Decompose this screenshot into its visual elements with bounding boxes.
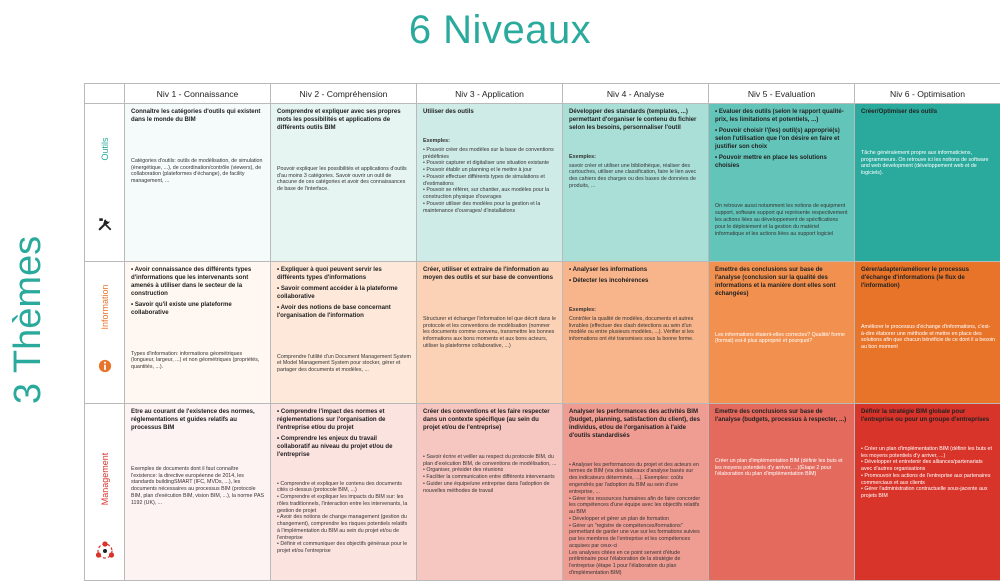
cell-body: Structurer et échanger l'information tel que décrit dans le protocole et les conventions de modélisation (nommer les documents comme convenu, transmettre les bonnes informations aux bons moments et aux bons acteurs, utiliser la plateforme collaborative, ...) — [423, 315, 556, 349]
cell-body: Exemples de documents dont il faut connaître l'existence: la directive européenne de 2014, les standards buildingSMART (IFC, MVDs, ...), les documents nécessaires au processus BIM (protocole BIM, plan d'exécution BIM, vision BIM, ...), la norme PAS 1192 (UK), ... — [131, 465, 265, 506]
cell-body-line: • Avoir des notions de change management (gestion du changement), comprendre les risques potentiels relatifs à l'implémentation du BIM au sein du projet et/ou de l'entreprise — [277, 514, 408, 541]
cell-management-niv2 — [271, 404, 417, 581]
cell-information-niv5 — [709, 262, 855, 404]
cell-outils-niv6 — [855, 104, 1000, 262]
example-line: Contrôler la qualité de modèles, documents et autres livrables (effectuer des clash detections au sein d'un modèle ou entre plusieurs modèles, ...). Vérifier si les informations ont été transmises sous la bonne forme. — [569, 315, 694, 343]
cell-heading: Créer/Optimiser des outils — [861, 108, 938, 115]
level-header-2: Niv 2 - Compréhension — [271, 84, 417, 104]
example-line: • Pouvoir effectuer différents types de simulations et d'estimations — [423, 173, 545, 187]
cell-management-niv5 — [709, 404, 855, 581]
cell-heading: • Pouvoir choisir l'(les) outil(s) approprié(s) selon l'utilisation que l'on désire en faire et justifier son choix — [715, 126, 840, 150]
cell-body-line: • Développer et entretenir des alliances/partenariats avec d'autres organisations — [861, 459, 983, 473]
cell-body-line: • Gérer un "registre de compétences/formations" permettant de garder une vue sur les formations suivies par les membres de l'entreprise et les compétences acquises par ceux-ci — [569, 522, 700, 549]
cell-body-line: • Savoir écrire et veiller au respect du protocole BIM, du plan d'exécution BIM, de conventions de modélisation, ... — [423, 453, 557, 467]
cell-heading: Comprendre et expliquer avec ses propres mots les possibilités et applications de différents outils BIM — [277, 108, 401, 131]
cell-management-niv6 — [855, 404, 1000, 581]
tools-icon — [98, 217, 112, 231]
cell-body-line: • Gérer les ressources humaines afin de faire concorder les compétences d'une équipe avec les objectifs relatifs au BIM — [569, 495, 701, 516]
cell-information-niv2 — [271, 262, 417, 404]
example-line: • Pouvoir utiliser des modèles pour la gestion et la maintenance d'ouvrages/ d'installations — [423, 200, 541, 214]
corner-cell — [85, 84, 125, 104]
cell-information-niv4 — [563, 262, 709, 404]
level-header-3: Niv 3 - Application — [417, 84, 563, 104]
cell-heading: Etre au courant de l'existence des normes, réglementations et guides relatifs au processus BIM — [131, 408, 255, 431]
cell-heading: • Savoir comment accéder à la plateforme collaborative — [277, 284, 398, 300]
cell-heading: • Comprendre l'impact des normes et réglementations sur l'organisation de l'entreprise et/ou du projet — [277, 408, 386, 431]
cell-outils-niv5 — [709, 104, 855, 262]
theme-label-information: Information — [99, 284, 110, 330]
cell-information-niv3 — [417, 262, 563, 404]
cell-heading: • Analyser les informations — [569, 266, 648, 273]
theme-row-outils — [85, 104, 1000, 262]
theme-label-management: Management — [99, 452, 110, 506]
cell-body-line: • Gérer l'administration contractuelle sous-jacente aux projets BIM — [861, 486, 988, 500]
level-header-4: Niv 4 - Analyse — [563, 84, 709, 104]
cell-heading: • Pouvoir mettre en place les solutions choisies — [715, 153, 827, 169]
cell-body-line: • Comprendre et expliquer les impacts du BIM sur: les rôles traditionnels, l'interaction entre les intervenants, la gestion de projet — [277, 494, 408, 514]
cell-heading: Gérer/adapter/améliorer le processus d'échange d'informations (le flux de l'information) — [861, 266, 970, 289]
cell-information-niv1 — [125, 262, 271, 404]
level-header-5: Niv 5 - Evaluation — [709, 84, 855, 104]
competency-matrix — [84, 83, 1000, 581]
example-line: savoir créer et utiliser une bibliothèque, réaliser des cartouches, utiliser une classification, faire le lien avec des cahiers des charges ou des bases de données de produits, ... — [569, 162, 697, 189]
cell-outils-niv1 — [125, 104, 271, 262]
theme-label-outils: Outils — [99, 137, 110, 161]
cell-heading: • Détecter les incohérences — [569, 276, 649, 284]
cell-outils-niv2 — [271, 104, 417, 262]
cell-body-line: • Créer un plan d'implémentation BIM (définir les buts et les moyens potentiels d'y arriver, ...) — [861, 445, 992, 459]
cell-heading: • Expliquer à quoi peuvent servir les différents types d'informations — [277, 266, 382, 281]
cell-body-line: • Organiser, présider des réunions — [423, 467, 504, 474]
cell-body: On retrouve aussi notamment les notions de equipment support, software support qui représente respectivement les actions liées au développement de spécifications pour le déploiement et la gestion du matériel informatique et les actions liées au support logiciel — [715, 203, 848, 237]
cell-heading: • Savoir qu'il existe une plateforme collaborative — [131, 300, 232, 316]
examples-label: Exemples: — [423, 137, 450, 144]
levels-header-row — [85, 84, 1000, 104]
cell-heading: Emettre des conclusions sur base de l'analyse (conclusion sur la qualité des informations et la manière dont elles sont échangées) — [715, 266, 836, 297]
cell-body: Comprendre l'utilité d'un Document Management System et Model Management System pour stocker, gérer et partager des documents et modèles, ... — [277, 353, 411, 374]
people-network-icon — [94, 540, 116, 562]
examples-label: Exemples: — [569, 153, 596, 160]
cell-management-niv1 — [125, 404, 271, 581]
cell-heading: • Evaluer des outils (selon le rapport qualité-prix, les limitations et potentiels, ...) — [715, 108, 844, 123]
cell-outils-niv3 — [417, 104, 563, 262]
cell-heading: • Avoir des notions de base concernant l'organisation de l'information — [277, 303, 391, 319]
cell-body: Types d'information: informations géométriques (longueur, largeur, ...) et non géométriques (propriétés, quantités, ...). — [131, 350, 260, 371]
cell-body: Améliorer le processus d'échange d'informations, c'est-à-dire élaborer une méthode et mettre en place des solutions afin que chacun bénéficie de ce dont il a besoin au bon moment — [861, 323, 995, 351]
cell-body-line: • Guider une équipe/une entreprise dans l'adoption de nouvelles méthodes de travail — [423, 480, 550, 494]
example-line: • Pouvoir créer des modèles sur la base de conventions prédéfinies — [423, 146, 554, 160]
themes-side-title: 3 Thèmes — [7, 235, 49, 405]
level-header-6: Niv 6 - Optimisation — [855, 84, 1000, 104]
cell-body-line: • Faciliter la communication entre différents intervenants — [423, 474, 555, 481]
cell-body-line: • Promouvoir les actions de l'entreprise aux partenaires commerciaux et aux clients — [861, 472, 991, 486]
cell-heading: Créer, utiliser et extraire de l'information au moyen des outils et sur base de conventions — [423, 266, 554, 281]
cell-body-line: • Définir et communiquer des objectifs généraux pour le projet et/ou l'entreprise — [277, 541, 408, 555]
cell-heading: Développer des standards (templates, ...) permettant d'organiser le contenu du fichier selon les besoins, personnaliser l'outil — [569, 108, 697, 131]
cell-body: Tâche généralement propre aux informaticiens, programmeurs. On retrouve ici les notions de software and web development (développement web et de logiciels). — [861, 149, 989, 177]
cell-heading: Connaître les catégories d'outils qui existent dans le monde du BIM — [131, 108, 261, 123]
example-line: • Pouvoir établir un planning et le mettre à jour — [423, 167, 532, 174]
cell-body-line: • Comprendre et expliquer le contenu des documents cités ci-dessus (protocole BIM, ...) — [277, 480, 402, 494]
cell-heading: Définir la stratégie BIM globale pour l'entreprise ou pour un groupe d'entreprises — [861, 408, 990, 423]
info-icon — [98, 359, 112, 373]
theme-row-management — [85, 404, 1000, 581]
cell-information-niv6 — [855, 262, 1000, 404]
cell-management-niv3 — [417, 404, 563, 581]
theme-cell-information — [85, 262, 125, 404]
cell-body: Créer un plan d'implémentation BIM (définir les buts et les moyens potentiels d'y arriver, ...)(Étape 2 pour l'élaboration du plan d'implémentation BIM) — [715, 457, 843, 478]
cell-heading: Analyser les performances des activités BIM (budget, planning, satisfaction du client), des individus, et/ou de l'organisation à l'aide d'outils standardisés — [569, 408, 701, 439]
cell-outils-niv4 — [563, 104, 709, 262]
examples-label: Exemples: — [569, 306, 596, 313]
cell-heading: • Comprendre les enjeux du travail collaboratif au niveau du projet et/ou de l'entreprise — [277, 434, 393, 458]
cell-body-line: Les analyses citées en ce point servent d'étude préliminaire pour l'élaboration de la stratégie de l'entreprise (étape 1 pour l'élaboration du plan d'implémentation BIM) — [569, 549, 681, 576]
cell-body: Catégories d'outils: outils de modélisation, de simulation (énergétique, ...), de coordination/contrôle (viewers), de collaboration (plateformes d'échange), de facility management, ... — [131, 157, 263, 185]
level-header-1: Niv 1 - Connaissance — [125, 84, 271, 104]
cell-body-line: • Analyser les performances du projet et des acteurs en termes de BIM (via des tableaux d'analyse basés sur des indicateurs déterminés, ...). Exemples: coûts engendrés par l'adoption du BIM au sein d'une entreprise, ... — [569, 461, 699, 495]
cell-management-niv4 — [563, 404, 709, 581]
cell-heading: Créer des conventions et les faire respecter dans un contexte spécifique (au sein du projet et/ou de l'entreprise) — [423, 408, 550, 431]
page-title: 6 Niveaux — [408, 8, 592, 52]
cell-body: Les informations étaient-elles correctes? Qualité/ forme (format) est-il plus approprié et pourquoi? — [715, 331, 845, 345]
theme-row-information — [85, 262, 1000, 404]
cell-body: Pouvoir expliquer les possibilités et applications d'outils d'au moins 3 catégories. Savoir ouvrir un outil de chacune de ces catégories et avoir des connaissances de base de l'interface. — [277, 165, 407, 193]
cell-heading: • Avoir connaissance des différents types d'informations que les intervenants sont amenés à utiliser dans le secteur de la construction — [131, 266, 252, 297]
cell-heading: Utiliser des outils — [423, 108, 474, 115]
cell-heading: Emettre des conclusions sur base de l'analyse (budgets, processus à respecter, ...) — [715, 408, 847, 423]
example-line: • Pouvoir se référer, sur chantier, aux modèles pour la construction physique d'ouvrages — [423, 187, 550, 201]
example-line: • Pouvoir capturer et digitaliser une situation existante — [423, 160, 550, 167]
cell-body-line: • Développer et gérer un plan de formation — [569, 515, 669, 522]
theme-cell-management — [85, 404, 125, 581]
theme-cell-outils — [85, 104, 125, 262]
